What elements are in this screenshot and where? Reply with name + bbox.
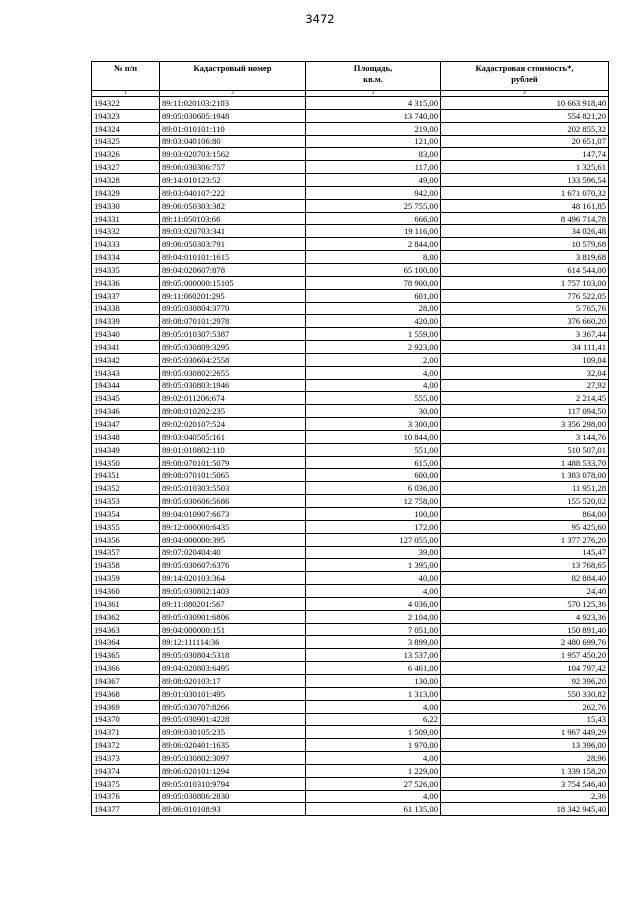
cadastral-number-cell: 89:05:030804:5318 [160,649,306,662]
table-row [92,199,609,212]
cadastral-number-cell: 89:03:040505:161 [160,430,306,443]
table-row [92,687,609,700]
row-number-cell: 194359 [92,572,160,585]
cadastral-number-cell: 89:07:020404:40 [160,546,306,559]
area-cell: 83,00 [306,148,441,161]
row-number-cell: 194363 [92,623,160,636]
cadastral-number-cell: 89:05:030604:2558 [160,353,306,366]
table-row [92,559,609,572]
table-row [92,366,609,379]
table-row [92,302,609,315]
row-number-cell: 194326 [92,148,160,161]
cadastral-number-cell: 89:01:010802:110 [160,443,306,456]
table-row [92,674,609,687]
area-cell: 555,00 [306,392,441,405]
row-number-cell: 194370 [92,713,160,726]
cadastral-value-cell: 104 797,42 [441,662,609,675]
area-cell: 4,00 [306,752,441,765]
cadastral-value-cell: 1 488 533,70 [441,456,609,469]
table-row [92,623,609,636]
cadastral-number-cell: 89:04:000000:151 [160,623,306,636]
table-row [92,597,609,610]
cadastral-number-cell: 89:05:000000:15105 [160,276,306,289]
table-row [92,328,609,341]
row-number-cell: 194374 [92,764,160,777]
area-cell: 1 970,00 [306,739,441,752]
cadastral-number-cell: 89:08:070101:5065 [160,469,306,482]
area-cell: 1 559,00 [306,328,441,341]
row-number-cell: 194373 [92,752,160,765]
area-cell: 100,00 [306,508,441,521]
area-cell: 127 055,00 [306,533,441,546]
row-number-cell: 194357 [92,546,160,559]
area-cell: 600,00 [306,469,441,482]
cadastral-number-cell: 89:06:050303:791 [160,238,306,251]
row-number-cell: 194324 [92,122,160,135]
area-cell: 4,00 [306,585,441,598]
cadastral-number-cell: 89:06:030306:757 [160,161,306,174]
cadastral-number-cell: 89:03:020703:1562 [160,148,306,161]
cadastral-value-cell: 32,04 [441,366,609,379]
cadastral-value-cell: 554 821,20 [441,109,609,122]
row-number-cell: 194361 [92,597,160,610]
table-row [92,610,609,623]
cadastral-value-cell: 24,40 [441,585,609,598]
cadastral-value-cell: 13 396,00 [441,739,609,752]
area-cell: 1 395,00 [306,559,441,572]
cadastral-value-cell: 34 026,48 [441,225,609,238]
cadastral-value-cell: 1 377 276,20 [441,533,609,546]
table-row [92,585,609,598]
area-cell: 27 526,00 [306,777,441,790]
cadastral-number-cell: 89:03:020703:341 [160,225,306,238]
cadastral-value-cell: 1 757 103,00 [441,276,609,289]
row-number-cell: 194339 [92,315,160,328]
table-row [92,289,609,302]
cadastral-value-cell: 82 884,40 [441,572,609,585]
area-cell: 49,00 [306,174,441,187]
area-cell: 8,00 [306,251,441,264]
cadastral-value-cell: 150 891,40 [441,623,609,636]
area-cell: 6 461,00 [306,662,441,675]
area-cell: 1 313,00 [306,687,441,700]
area-cell: 25 755,00 [306,199,441,212]
table-row [92,546,609,559]
cadastral-number-cell: 89:05:030606:5686 [160,495,306,508]
cadastral-value-cell: 1 325,61 [441,161,609,174]
cadastral-number-cell: 89:05:030804:3770 [160,302,306,315]
row-number-cell: 194353 [92,495,160,508]
row-number-cell: 194336 [92,276,160,289]
cadastral-value-cell: 864,00 [441,508,609,521]
row-number-cell: 194347 [92,418,160,431]
table-row [92,405,609,418]
cadastral-value-cell: 133 596,54 [441,174,609,187]
cadastral-value-cell: 3 754 546,40 [441,777,609,790]
table-row [92,495,609,508]
table-row [92,148,609,161]
area-cell: 121,00 [306,135,441,148]
table-row [92,456,609,469]
row-number-cell: 194376 [92,790,160,803]
row-number-cell: 194329 [92,186,160,199]
row-number-cell: 194362 [92,610,160,623]
cadastral-value-cell: 3 356 298,00 [441,418,609,431]
cadastral-value-cell: 2 214,45 [441,392,609,405]
table-row [92,649,609,662]
table-row [92,418,609,431]
cadastral-value-cell: 1 957 450,20 [441,649,609,662]
cadastral-number-cell: 89:05:030607:6376 [160,559,306,572]
cadastral-value-cell: 3 144,76 [441,430,609,443]
row-number-cell: 194375 [92,777,160,790]
cadastral-value-cell: 34 111,41 [441,341,609,354]
cadastral-number-cell: 89:05:030809:3295 [160,341,306,354]
cadastral-number-cell: 89:12:000000:6435 [160,520,306,533]
row-number-cell: 194367 [92,674,160,687]
cadastral-value-cell: 145,47 [441,546,609,559]
cadastral-number-cell: 89:04:010907:6673 [160,508,306,521]
table-row [92,713,609,726]
row-number-cell: 194325 [92,135,160,148]
cadastral-value-cell: 2 480 699,76 [441,636,609,649]
cadastral-value-cell: 10 663 918,40 [441,97,609,110]
cadastral-number-cell: 89:05:030707:8266 [160,700,306,713]
area-cell: 7 051,00 [306,623,441,636]
row-number-cell: 194330 [92,199,160,212]
row-number-cell: 194334 [92,251,160,264]
cadastral-value-cell: 510 507,01 [441,443,609,456]
table-row [92,726,609,739]
row-number-cell: 194333 [92,238,160,251]
area-cell: 13 740,00 [306,109,441,122]
table-row [92,135,609,148]
cadastral-number-cell: 89:04:020803:6495 [160,662,306,675]
table-row [92,430,609,443]
row-number-cell: 194350 [92,456,160,469]
cadastral-value-cell: 15,43 [441,713,609,726]
cadastral-value-cell: 1 967 449,29 [441,726,609,739]
area-cell: 2 104,00 [306,610,441,623]
area-cell: 117,00 [306,161,441,174]
cadastral-value-table [91,61,609,816]
cadastral-value-cell: 18 342 945,40 [441,803,609,816]
area-cell: 1 509,00 [306,726,441,739]
cadastral-number-cell: 89:03:040107:222 [160,186,306,199]
cadastral-number-cell: 89:05:030901:6806 [160,610,306,623]
area-cell: 4,00 [306,790,441,803]
table-row [92,174,609,187]
row-number-cell: 194340 [92,328,160,341]
cadastral-value-cell: 550 330,82 [441,687,609,700]
cadastral-number-cell: 89:14:020103:364 [160,572,306,585]
cadastral-value-cell: 48 161,85 [441,199,609,212]
row-number-cell: 194323 [92,109,160,122]
cadastral-value-cell: 117 094,50 [441,405,609,418]
row-number-cell: 194369 [92,700,160,713]
row-number-cell: 194328 [92,174,160,187]
row-number-cell: 194335 [92,263,160,276]
table-row [92,97,609,110]
table-row [92,662,609,675]
table-row [92,225,609,238]
row-number-cell: 194337 [92,289,160,302]
table-row [92,508,609,521]
cadastral-value-cell: 614 544,00 [441,263,609,276]
area-cell: 28,00 [306,302,441,315]
table-row [92,353,609,366]
row-number-cell: 194360 [92,585,160,598]
cadastral-number-cell: 89:12:111114:36 [160,636,306,649]
area-cell: 10 844,00 [306,430,441,443]
area-cell: 3 899,00 [306,636,441,649]
cadastral-number-cell: 89:14:010123:52 [160,174,306,187]
area-cell: 2,00 [306,353,441,366]
cadastral-value-cell: 262,76 [441,700,609,713]
row-number-cell: 194366 [92,662,160,675]
cadastral-value-cell: 10 579,68 [441,238,609,251]
row-number-cell: 194343 [92,366,160,379]
cadastral-number-cell: 89:06:010108:93 [160,803,306,816]
area-cell: 12 758,00 [306,495,441,508]
table-row [92,482,609,495]
row-number-cell: 194352 [92,482,160,495]
row-number-cell: 194327 [92,161,160,174]
area-cell: 4 036,00 [306,597,441,610]
header-cadastral-number: Кадастровый номер [160,62,306,91]
table-row [92,790,609,803]
cadastral-value-cell: 376 660,20 [441,315,609,328]
cadastral-number-cell: 89:02:020107:524 [160,418,306,431]
cadastral-number-cell: 89:05:010307:5387 [160,328,306,341]
table-row [92,469,609,482]
area-cell: 4,00 [306,379,441,392]
cadastral-number-cell: 89:06:020401:1635 [160,739,306,752]
area-cell: 30,00 [306,405,441,418]
cadastral-value-cell: 3 367,44 [441,328,609,341]
table-row [92,739,609,752]
row-number-cell: 194345 [92,392,160,405]
cadastral-number-cell: 89:06:050303:382 [160,199,306,212]
table-row [92,251,609,264]
area-cell: 3 300,00 [306,418,441,431]
cadastral-number-cell: 89:05:010310:9794 [160,777,306,790]
area-cell: 2 844,00 [306,238,441,251]
row-number-cell: 194346 [92,405,160,418]
cadastral-number-cell: 89:05:030802:1403 [160,585,306,598]
cadastral-number-cell: 89:11:020103:2103 [160,97,306,110]
cadastral-value-cell: 155 520,02 [441,495,609,508]
row-number-cell: 194372 [92,739,160,752]
row-number-cell: 194331 [92,212,160,225]
cadastral-value-cell: 8 496 714,78 [441,212,609,225]
table-row [92,263,609,276]
area-cell: 1 229,00 [306,764,441,777]
row-number-cell: 194364 [92,636,160,649]
cadastral-value-cell: 1 383 078,00 [441,469,609,482]
cadastral-number-cell: 89:05:030901:4228 [160,713,306,726]
table-row [92,109,609,122]
table-row [92,777,609,790]
cadastral-value-cell: 1 671 070,32 [441,186,609,199]
table-row [92,700,609,713]
cadastral-value-cell: 1 339 158,20 [441,764,609,777]
area-cell: 65 100,00 [306,263,441,276]
table-row [92,379,609,392]
cadastral-number-cell: 89:05:010303:5503 [160,482,306,495]
table-row [92,752,609,765]
row-number-cell: 194332 [92,225,160,238]
cadastral-number-cell: 89:05:030802:3097 [160,752,306,765]
row-number-cell: 194341 [92,341,160,354]
table-row [92,803,609,816]
cadastral-value-cell: 13 768,65 [441,559,609,572]
area-cell: 666,00 [306,212,441,225]
cadastral-number-cell: 89:04:000000:395 [160,533,306,546]
cadastral-value-cell: 4 923,36 [441,610,609,623]
cadastral-number-cell: 89:09:030105:235 [160,726,306,739]
row-number-cell: 194322 [92,97,160,110]
area-cell: 4 315,00 [306,97,441,110]
cadastral-value-cell: 3 819,68 [441,251,609,264]
header-cadastral-value: Кадастровая стоимость*, рублей [441,62,609,91]
cadastral-number-cell: 89:02:011206:674 [160,392,306,405]
row-number-cell: 194371 [92,726,160,739]
cadastral-number-cell: 89:11:060201:295 [160,289,306,302]
cadastral-value-cell: 92 396,20 [441,674,609,687]
area-cell: 130,00 [306,674,441,687]
cadastral-value-cell: 5 765,76 [441,302,609,315]
area-cell: 172,00 [306,520,441,533]
table-row [92,161,609,174]
table-row [92,392,609,405]
cadastral-number-cell: 89:01:030101:495 [160,687,306,700]
row-number-cell: 194338 [92,302,160,315]
cadastral-number-cell: 89:08:010202:235 [160,405,306,418]
column-number: 2 [160,91,306,97]
area-cell: 551,00 [306,443,441,456]
cadastral-value-cell: 776 522,05 [441,289,609,302]
table-row [92,341,609,354]
area-cell: 40,00 [306,572,441,585]
table-body [92,97,609,816]
table-row [92,520,609,533]
cadastral-value-cell: 95 425,60 [441,520,609,533]
table-row [92,533,609,546]
cadastral-number-cell: 89:04:010101:1615 [160,251,306,264]
cadastral-value-cell: 109,04 [441,353,609,366]
row-number-cell: 194356 [92,533,160,546]
area-cell: 78 900,00 [306,276,441,289]
cadastral-number-cell: 89:08:070101:2978 [160,315,306,328]
table-row [92,315,609,328]
row-number-cell: 194377 [92,803,160,816]
cadastral-value-cell: 20 651,07 [441,135,609,148]
area-cell: 39,00 [306,546,441,559]
cadastral-value-cell: 11 951,28 [441,482,609,495]
cadastral-number-cell: 89:05:030806:2830 [160,790,306,803]
table-row [92,636,609,649]
area-cell: 601,00 [306,289,441,302]
row-number-cell: 194344 [92,379,160,392]
area-cell: 942,00 [306,186,441,199]
area-cell: 219,00 [306,122,441,135]
cadastral-number-cell: 89:11:050103:66 [160,212,306,225]
area-cell: 19 116,00 [306,225,441,238]
area-cell: 6 036,00 [306,482,441,495]
area-cell: 61 135,00 [306,803,441,816]
column-number: 3 [306,91,441,97]
cadastral-number-cell: 89:06:020101:1294 [160,764,306,777]
column-number: 4 [441,91,609,97]
row-number-cell: 194348 [92,430,160,443]
row-number-cell: 194354 [92,508,160,521]
table-row [92,443,609,456]
cadastral-value-cell: 202 855,32 [441,122,609,135]
area-cell: 4,00 [306,366,441,379]
area-cell: 615,00 [306,456,441,469]
cadastral-number-cell: 89:08:020103:17 [160,674,306,687]
cadastral-number-cell: 89:04:020607:878 [160,263,306,276]
header-area: Площадь, кв.м. [306,62,441,91]
area-cell: 13 537,00 [306,649,441,662]
cadastral-number-cell: 89:05:030605:1948 [160,109,306,122]
column-number: 1 [92,91,160,97]
area-cell: 4,00 [306,700,441,713]
row-number-cell: 194349 [92,443,160,456]
row-number-cell: 194368 [92,687,160,700]
cadastral-value-cell: 2,36 [441,790,609,803]
row-number-cell: 194355 [92,520,160,533]
cadastral-number-cell: 89:08:070101:5079 [160,456,306,469]
table-row [92,212,609,225]
header-row [92,62,609,91]
row-number-cell: 194342 [92,353,160,366]
table-row [92,238,609,251]
cadastral-number-cell: 89:03:040106:80 [160,135,306,148]
cadastral-value-cell: 570 125,36 [441,597,609,610]
cadastral-number-cell: 89:05:030803:1946 [160,379,306,392]
row-number-cell: 194358 [92,559,160,572]
cadastral-number-cell: 89:05:030802:2655 [160,366,306,379]
table-header [92,62,609,97]
cadastral-value-cell: 28,96 [441,752,609,765]
header-row-number: № п/п [92,62,160,91]
table-row [92,186,609,199]
row-number-cell: 194351 [92,469,160,482]
cadastral-number-cell: 89:01:010101:110 [160,122,306,135]
cadastral-value-cell: 27,92 [441,379,609,392]
cadastral-value-cell: 147,74 [441,148,609,161]
table-row [92,122,609,135]
table-row [92,276,609,289]
cadastral-number-cell: 89:11:080201:567 [160,597,306,610]
page-number: 3472 [305,12,335,26]
row-number-cell: 194365 [92,649,160,662]
area-cell: 2 923,00 [306,341,441,354]
table-row [92,572,609,585]
area-cell: 420,00 [306,315,441,328]
area-cell: 6,22 [306,713,441,726]
table-row [92,764,609,777]
